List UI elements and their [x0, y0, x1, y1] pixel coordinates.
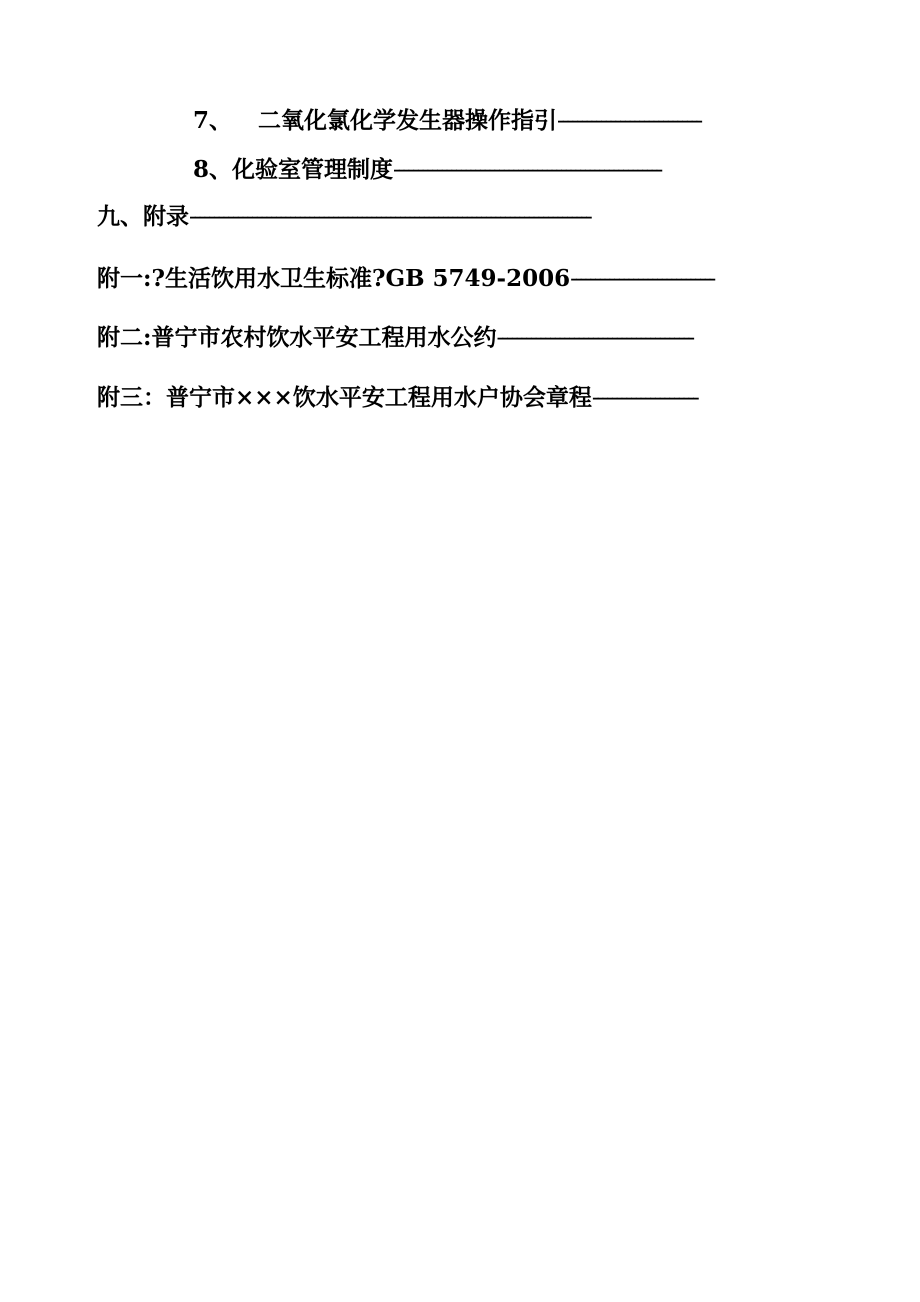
toc-item-leader: ----------------------------------------- — [496, 325, 693, 351]
toc-item-title: 附录 — [143, 203, 189, 230]
toc-item-title: ?生活饮用水卫生标准?GB 5749-2006 — [151, 265, 571, 292]
toc-item-title: 普宁市×××饮水平安工程用水户协会章程 — [166, 384, 592, 411]
toc-item-8[interactable] — [193, 155, 660, 185]
toc-item-appendix-1[interactable] — [97, 264, 713, 294]
toc-item-leader: ------------------------------ — [557, 108, 701, 134]
toc-item-title: 普宁市农村饮水平安工程用水公约 — [151, 324, 497, 351]
toc-item-number: 附一: — [97, 265, 152, 292]
toc-item-number: 7、 — [193, 107, 233, 134]
toc-item-appendix-2[interactable] — [97, 323, 692, 353]
toc-item-appendix[interactable] — [97, 202, 590, 232]
toc-item-leader: ------------------------------------------------------------------------------------ — [189, 204, 590, 230]
toc-item-leader: ---------------------- — [591, 385, 697, 411]
toc-item-number: 8、 — [193, 156, 233, 183]
toc-item-title: 二氧化氯化学发生器操作指引 — [258, 107, 558, 134]
toc-item-leader: -------------------------------------------------------- — [393, 157, 661, 183]
toc-item-leader: ------------------------------ — [570, 266, 714, 292]
toc-item-appendix-3[interactable] — [97, 383, 697, 413]
toc-item-7[interactable] — [193, 106, 700, 136]
toc-item-number: 附三： — [97, 384, 166, 411]
toc-item-title: 化验室管理制度 — [232, 156, 394, 183]
toc-item-number: 附二: — [97, 324, 152, 351]
toc-item-number: 九、 — [97, 203, 143, 230]
